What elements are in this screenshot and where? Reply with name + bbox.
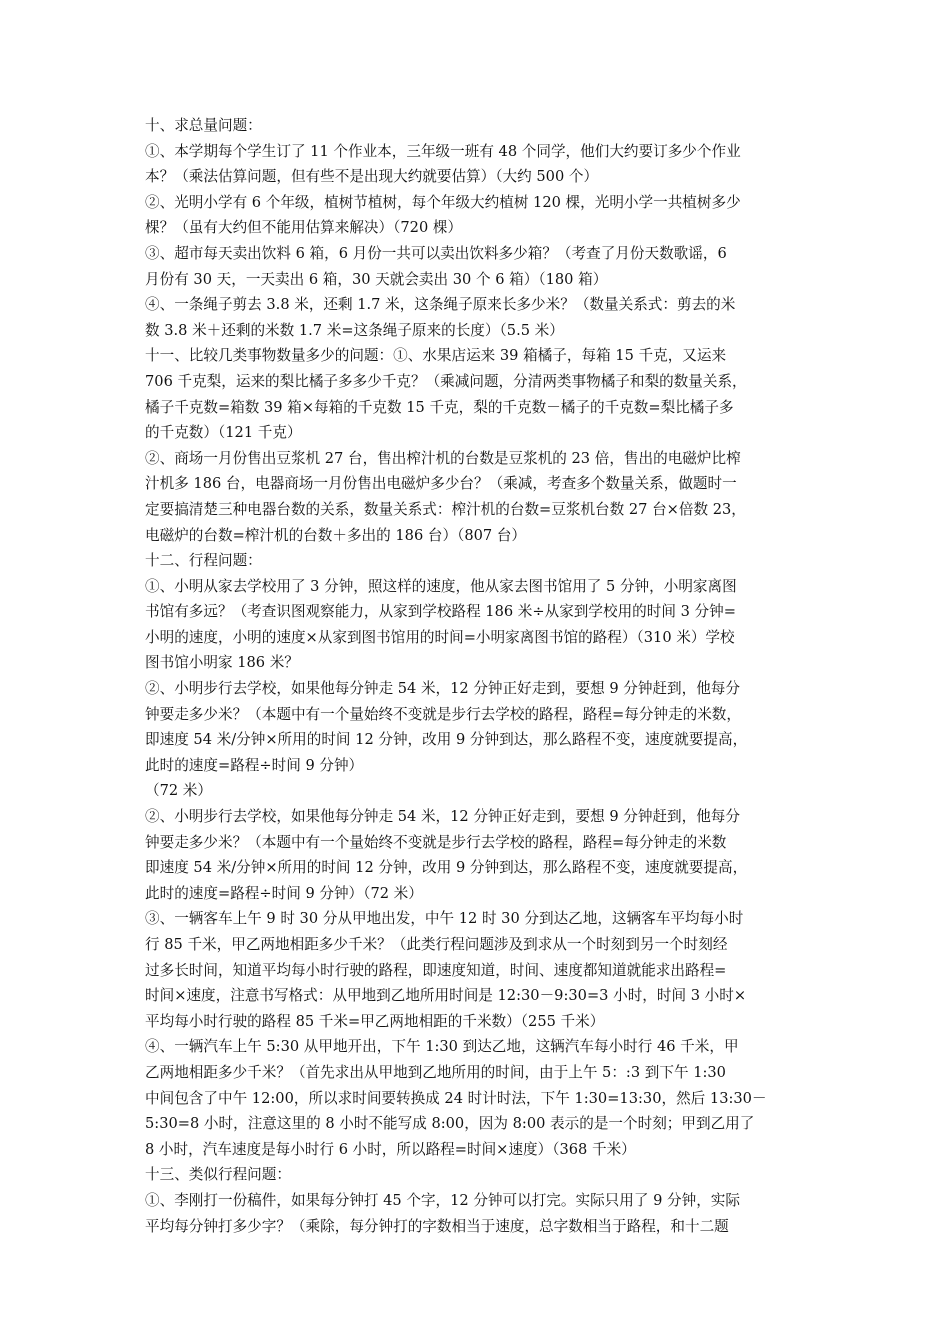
text-line: 十、求总量问题：	[145, 117, 262, 134]
text-line: 十三、类似行程问题：	[145, 1166, 291, 1184]
text-line: 棵？（虽有大约但不能用估算来解决）（720 棵）	[145, 219, 463, 237]
text-line: 十二、行程问题：	[145, 552, 262, 570]
text-line: ①、本学期每个学生订了 11 个作业本，三年级一班有 48 个同学，他们大约要订多少个作业	[145, 142, 741, 160]
text-line: 8 小时，汽车速度是每小时行 6 小时，所以路程=时间×速度）（368 千米）	[145, 1140, 636, 1158]
text-line: ①、小明从家去学校用了 3 分钟，照这样的速度，他从家去图书馆用了 5 分钟，小明家离图	[145, 577, 737, 595]
text-line: 本？（乘法估算问题，但有些不是出现大约就要估算）（大约 500 个）	[145, 168, 599, 186]
document-body	[145, 113, 810, 1239]
text-line: ①、李刚打一份稿件，如果每分钟打 45 个字，12 分钟可以打完。实际只用了 9 分钟，实际	[145, 1191, 740, 1209]
text-line: 此时的速度=路程÷时间 9 分钟）（72 米）	[145, 884, 423, 902]
text-line: ③、一辆客车上午 9 时 30 分从甲地出发，中午 12 时 30 分到达乙地，这辆客车平均每小时	[145, 910, 744, 928]
text-line: 此时的速度=路程÷时间 9 分钟）	[145, 756, 364, 774]
text-line: ②、小明步行去学校，如果他每分钟走 54 米，12 分钟正好走到，要想 9 分钟赶到，他每分	[145, 680, 740, 698]
text-line: ④、一条绳子剪去 3.8 米，还剩 1.7 米，这条绳子原来长多少米？（数量关系式：剪去的米	[145, 296, 736, 314]
text-line: 时间×速度，注意书写格式：从甲地到乙地所用时间是 12:30－9:30=3 小时，时间 3 小时×	[145, 987, 747, 1005]
text-line: ②、小明步行去学校，如果他每分钟走 54 米，12 分钟正好走到，要想 9 分钟赶到，他每分	[145, 808, 740, 826]
text-line: 十一、比较几类事物数量多少的问题：①、水果店运来 39 箱橘子，每箱 15 千克，又运来	[145, 347, 727, 365]
text-line: 乙两地相距多少千米？（首先求出从甲地到乙地所用的时间，由于上午 5：:3 到下午 1:30	[145, 1063, 726, 1081]
text-line: 汁机多 186 台，电器商场一月份售出电磁炉多少台？（乘减，考查多个数量关系，做题时一	[145, 475, 737, 493]
text-line: 钟要走多少米？（本题中有一个量始终不变就是步行去学校的路程，路程=每分钟走的米数，	[145, 705, 741, 723]
text-line: 电磁炉的台数=榨汁机的台数＋多出的 186 台）（807 台）	[145, 526, 527, 544]
text-line: 5:30=8 小时，注意这里的 8 小时不能写成 8:00，因为 8:00 表示的是一个时刻；甲到乙用了	[145, 1115, 755, 1133]
text-line: 706 千克梨，运来的梨比橘子多多少千克？（乘减问题，分清两类事物橘子和梨的数量关系，	[145, 372, 747, 390]
text-line: 中间包含了中午 12:00，所以求时间要转换成 24 时计时法，下午 1:30=13:30，然后 13:30－	[145, 1089, 767, 1107]
text-line: ④、一辆汽车上午 5:30 从甲地开出，下午 1:30 到达乙地，这辆汽车每小时行 46 千米，甲	[145, 1038, 739, 1056]
text-line: 月份有 30 天，一天卖出 6 箱，30 天就会卖出 30 个 6 箱）（180 箱）	[145, 270, 608, 288]
text-line: 橘子千克数=箱数 39 箱×每箱的千克数 15 千克，梨的千克数－橘子的千克数=梨比橘子多	[145, 398, 734, 416]
text-line: ②、商场一月份售出豆浆机 27 台，售出榨汁机的台数是豆浆机的 23 倍，售出的电磁炉比榨	[145, 449, 741, 467]
text-line: 书馆有多远？（考查识图观察能力，从家到学校路程 186 米÷从家到学校用的时间 3 分钟=	[145, 603, 736, 621]
text-line: 过多长时间，知道平均每小时行驶的路程，即速度知道，时间、速度都知道就能求出路程=	[145, 961, 727, 979]
text-line: 平均每小时行驶的路程 85 千米=甲乙两地相距的千米数）（255 千米）	[145, 1012, 605, 1030]
text-line: （72 米）	[145, 782, 212, 800]
text-line: 图书馆小明家 186 米？	[145, 654, 299, 672]
text-line: ②、光明小学有 6 个年级，植树节植树，每个年级大约植树 120 棵，光明小学一共植树多少	[145, 193, 741, 211]
text-line: 小明的速度，小明的速度×从家到图书馆用的时间=小明家离图书馆的路程）（310 米）学校	[145, 628, 735, 646]
text-line: 的千克数）（121 千克）	[145, 424, 302, 442]
text-line: 即速度 54 米/分钟×所用的时间 12 分钟，改用 9 分钟到达，那么路程不变，速度就要提高，	[145, 859, 748, 877]
text-line: 即速度 54 米/分钟×所用的时间 12 分钟，改用 9 分钟到达，那么路程不变，速度就要提高，	[145, 731, 748, 749]
text-line: 数 3.8 米＋还剩的米数 1.7 米=这条绳子原来的长度）（5.5 米）	[145, 321, 564, 339]
text-line: 行 85 千米，甲乙两地相距多少千米？（此类行程问题涉及到求从一个时刻到另一个时刻经	[145, 936, 728, 953]
text-line: 平均每分钟打多少字？（乘除，每分钟打的字数相当于速度，总字数相当于路程，和十二题	[145, 1217, 729, 1235]
text-line: 钟要走多少米？（本题中有一个量始终不变就是步行去学校的路程，路程=每分钟走的米数	[145, 833, 727, 851]
text-line: 定要搞清楚三种电器台数的关系，数量关系式：榨汁机的台数=豆浆机台数 27 台×倍数 23，	[145, 500, 746, 518]
text-line: ③、超市每天卖出饮料 6 箱，6 月份一共可以卖出饮料多少箱？（考查了月份天数歌谣，6	[145, 244, 727, 262]
